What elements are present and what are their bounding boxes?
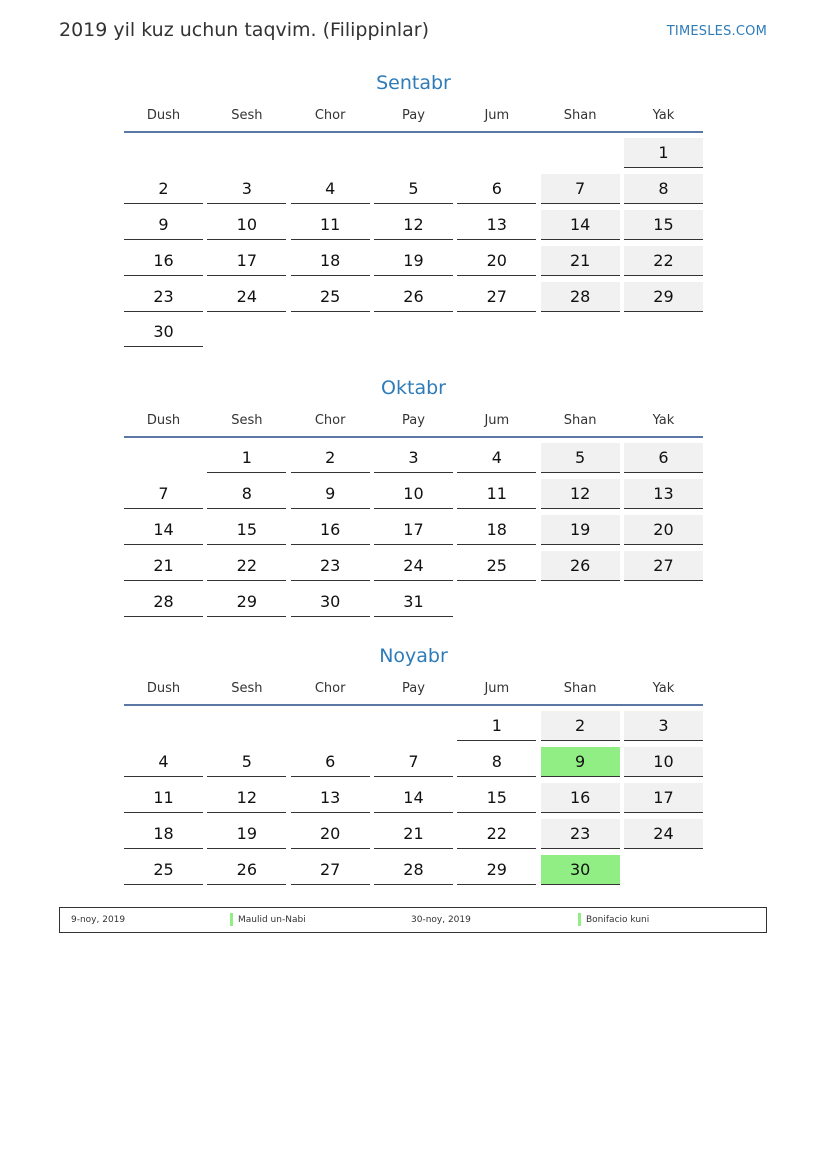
day-cell[interactable]: 24	[624, 819, 703, 849]
day-cell[interactable]: 20	[291, 819, 370, 849]
day-cell[interactable]: 8	[207, 479, 286, 509]
day-cell[interactable]: 1	[457, 711, 536, 741]
day-cell[interactable]: 14	[541, 210, 620, 240]
day-cell[interactable]: 14	[374, 783, 453, 813]
weekday-label: Chor	[314, 108, 346, 123]
empty-cell	[374, 138, 453, 168]
day-cell[interactable]: 22	[457, 819, 536, 849]
day-cell[interactable]: 29	[457, 855, 536, 885]
day-cell[interactable]: 22	[624, 246, 703, 276]
day-cell[interactable]: 12	[207, 783, 286, 813]
day-cell[interactable]: 5	[207, 747, 286, 777]
day-cell[interactable]: 24	[374, 551, 453, 581]
weekday-label: Shan	[563, 681, 597, 696]
empty-cell	[124, 138, 203, 168]
day-cell[interactable]: 18	[291, 246, 370, 276]
day-cell[interactable]: 8	[624, 174, 703, 204]
weekday-label: Chor	[314, 413, 346, 428]
day-cell[interactable]: 3	[207, 174, 286, 204]
weekday-label: Dush	[146, 681, 181, 696]
weekday-label: Sesh	[231, 413, 263, 428]
day-cell[interactable]: 19	[541, 515, 620, 545]
day-cell[interactable]: 17	[374, 515, 453, 545]
empty-cell	[124, 711, 203, 741]
weekday-label: Jum	[484, 681, 510, 696]
day-cell[interactable]: 27	[291, 855, 370, 885]
day-cell[interactable]: 4	[124, 747, 203, 777]
empty-cell	[457, 138, 536, 168]
site-link[interactable]: TIMESLES.COM	[666, 24, 767, 39]
month-rule	[124, 131, 703, 133]
day-cell[interactable]: 27	[624, 551, 703, 581]
day-cell[interactable]: 18	[124, 819, 203, 849]
day-cell[interactable]: 16	[124, 246, 203, 276]
day-cell[interactable]: 16	[541, 783, 620, 813]
day-cell[interactable]: 29	[624, 282, 703, 312]
day-cell[interactable]: 28	[541, 282, 620, 312]
day-cell[interactable]: 6	[624, 443, 703, 473]
day-cell[interactable]: 21	[541, 246, 620, 276]
weekday-label: Pay	[402, 108, 425, 123]
empty-cell	[291, 711, 370, 741]
day-cell[interactable]: 25	[291, 282, 370, 312]
legend-color-swatch	[578, 913, 581, 926]
day-cell[interactable]: 8	[457, 747, 536, 777]
day-cell[interactable]: 29	[207, 587, 286, 617]
weekday-label: Dush	[146, 413, 181, 428]
day-cell[interactable]: 28	[374, 855, 453, 885]
day-grid	[124, 711, 703, 885]
weekday-label: Sesh	[231, 108, 263, 123]
day-cell[interactable]: 9	[541, 747, 620, 777]
day-cell[interactable]: 23	[124, 282, 203, 312]
day-cell[interactable]: 5	[541, 443, 620, 473]
day-cell[interactable]: 5	[374, 174, 453, 204]
weekday-label: Jum	[484, 108, 510, 123]
day-cell[interactable]: 7	[374, 747, 453, 777]
legend-holiday-name: Bonifacio kuni	[586, 915, 650, 925]
day-cell[interactable]: 7	[124, 479, 203, 509]
day-cell[interactable]: 16	[291, 515, 370, 545]
day-cell[interactable]: 21	[374, 819, 453, 849]
day-cell[interactable]: 28	[124, 587, 203, 617]
day-cell[interactable]: 23	[541, 819, 620, 849]
empty-cell	[291, 138, 370, 168]
day-cell[interactable]: 6	[457, 174, 536, 204]
day-cell[interactable]: 26	[207, 855, 286, 885]
month-rule	[124, 436, 703, 438]
legend-date: 9-noy, 2019	[71, 915, 126, 925]
day-cell[interactable]: 2	[124, 174, 203, 204]
day-cell[interactable]: 30	[291, 587, 370, 617]
weekday-label: Shan	[563, 413, 597, 428]
weekday-label: Yak	[652, 681, 675, 696]
page-title: 2019 yil kuz uchun taqvim. (Filippinlar)	[59, 19, 430, 41]
empty-cell	[207, 711, 286, 741]
weekday-label: Chor	[314, 681, 346, 696]
day-cell[interactable]: 19	[207, 819, 286, 849]
day-cell[interactable]: 10	[624, 747, 703, 777]
day-cell[interactable]: 24	[207, 282, 286, 312]
day-cell[interactable]: 22	[207, 551, 286, 581]
month-title: Noyabr	[379, 645, 448, 667]
month-rule	[124, 704, 703, 706]
day-cell[interactable]: 10	[374, 479, 453, 509]
month-september	[124, 70, 703, 347]
weekday-label: Yak	[652, 413, 675, 428]
day-cell[interactable]: 27	[457, 282, 536, 312]
day-cell[interactable]: 25	[124, 855, 203, 885]
day-cell[interactable]: 15	[457, 783, 536, 813]
day-cell[interactable]: 15	[624, 210, 703, 240]
day-cell[interactable]: 15	[207, 515, 286, 545]
day-cell[interactable]: 2	[541, 711, 620, 741]
weekday-label: Jum	[484, 413, 510, 428]
weekday-label: Yak	[652, 108, 675, 123]
empty-cell	[207, 138, 286, 168]
day-cell[interactable]: 25	[457, 551, 536, 581]
legend-date: 30-noy, 2019	[411, 915, 471, 925]
month-november	[124, 643, 703, 885]
month-title: Oktabr	[381, 377, 446, 399]
day-cell[interactable]: 14	[124, 515, 203, 545]
day-grid	[124, 138, 703, 347]
day-cell[interactable]: 13	[624, 479, 703, 509]
day-cell[interactable]: 20	[457, 246, 536, 276]
day-cell[interactable]: 17	[624, 783, 703, 813]
day-cell[interactable]: 2	[291, 443, 370, 473]
day-cell[interactable]: 12	[541, 479, 620, 509]
day-cell[interactable]: 26	[374, 282, 453, 312]
month-title: Sentabr	[376, 72, 451, 94]
day-cell[interactable]: 20	[624, 515, 703, 545]
empty-cell	[124, 443, 203, 473]
day-cell[interactable]: 9	[124, 210, 203, 240]
weekday-label: Sesh	[231, 681, 263, 696]
day-cell[interactable]: 10	[207, 210, 286, 240]
day-cell[interactable]: 13	[457, 210, 536, 240]
day-cell[interactable]: 12	[374, 210, 453, 240]
day-cell[interactable]: 23	[291, 551, 370, 581]
day-cell[interactable]: 4	[291, 174, 370, 204]
day-cell[interactable]: 19	[374, 246, 453, 276]
weekday-label: Pay	[402, 413, 425, 428]
day-cell[interactable]: 11	[291, 210, 370, 240]
day-cell[interactable]: 11	[457, 479, 536, 509]
day-cell[interactable]: 17	[207, 246, 286, 276]
day-cell[interactable]: 30	[541, 855, 620, 885]
day-cell[interactable]: 11	[124, 783, 203, 813]
weekday-header	[124, 678, 703, 700]
day-cell[interactable]: 4	[457, 443, 536, 473]
holiday-legend	[59, 907, 767, 933]
day-cell[interactable]: 18	[457, 515, 536, 545]
day-cell[interactable]: 6	[291, 747, 370, 777]
weekday-header	[124, 105, 703, 127]
day-cell[interactable]: 7	[541, 174, 620, 204]
day-cell[interactable]: 31	[374, 587, 453, 617]
empty-cell	[374, 711, 453, 741]
empty-cell	[541, 138, 620, 168]
day-cell[interactable]: 21	[124, 551, 203, 581]
weekday-label: Shan	[563, 108, 597, 123]
day-cell[interactable]: 9	[291, 479, 370, 509]
legend-holiday-name: Maulid un-Nabi	[238, 915, 306, 925]
legend-color-swatch	[230, 913, 233, 926]
weekday-label: Dush	[146, 108, 181, 123]
day-cell[interactable]: 26	[541, 551, 620, 581]
day-cell[interactable]: 3	[374, 443, 453, 473]
day-cell[interactable]: 3	[624, 711, 703, 741]
weekday-label: Pay	[402, 681, 425, 696]
day-cell[interactable]: 1	[207, 443, 286, 473]
day-grid	[124, 443, 703, 617]
month-october	[124, 375, 703, 617]
day-cell[interactable]: 1	[624, 138, 703, 168]
day-cell[interactable]: 30	[124, 317, 203, 347]
day-cell[interactable]: 13	[291, 783, 370, 813]
weekday-header	[124, 410, 703, 432]
